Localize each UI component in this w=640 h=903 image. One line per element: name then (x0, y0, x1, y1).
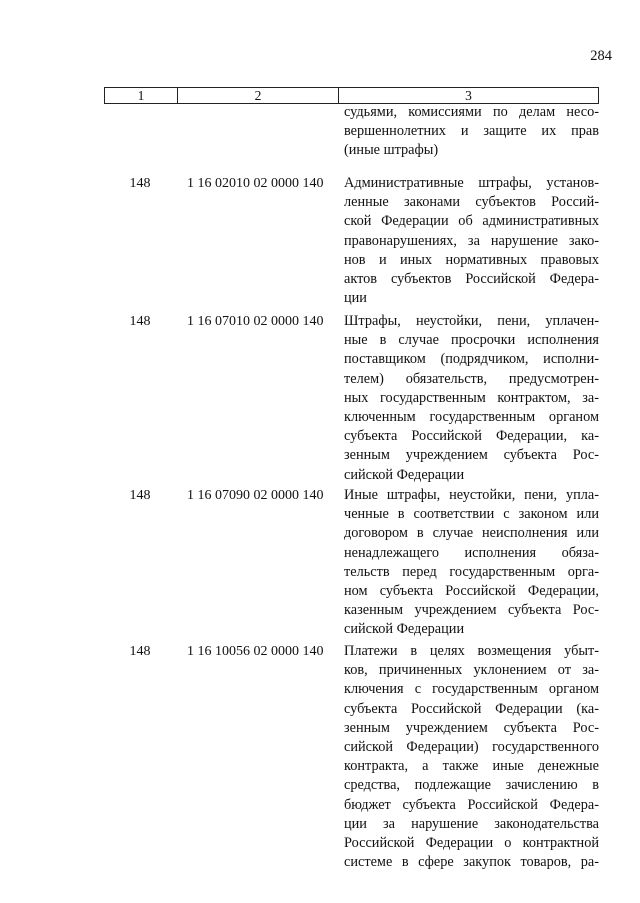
text-line: зенным учреждением субъекта Рос- (344, 447, 599, 464)
text-line: средства, подлежащие зачислению в (344, 777, 599, 794)
text-line: субъекта Российской Федерации (ка- (344, 700, 599, 717)
text-line: Российской Федерации о контрактной (344, 835, 599, 852)
admin-code: 148 (129, 488, 151, 503)
budget-classification-code: 1 16 02010 02 0000 140 (187, 176, 324, 191)
text-line: сийской Федерации (344, 621, 465, 638)
table-header (104, 87, 599, 104)
text-line: вершеннолетних и защите их прав (344, 123, 599, 140)
text-line: ключения с государственным органом (344, 681, 599, 698)
text-line: бюджет субъекта Российской Федера- (344, 796, 599, 813)
row-description (344, 642, 599, 872)
text-line: поставщиком (подрядчиком, исполни- (344, 351, 599, 368)
text-line: зенным учреждением субъекта Рос- (344, 719, 599, 736)
text-line: нов и иных нормативных правовых (344, 251, 599, 268)
text-line: ции за нарушение законодательства (344, 815, 599, 832)
budget-classification-code: 1 16 07090 02 0000 140 (187, 488, 324, 503)
admin-code: 148 (129, 314, 151, 329)
text-line: Платежи в целях возмещения убыт- (344, 643, 599, 659)
admin-code: 148 (129, 644, 151, 659)
header-col-2: 2 (178, 88, 339, 103)
row-description (344, 174, 599, 308)
text-line: (иные штрафы) (344, 142, 439, 159)
text-line: телем) обязательств, предусмотрен- (344, 370, 599, 387)
row-description (344, 486, 599, 640)
text-line: Штрафы, неустойки, пени, уплачен- (344, 313, 599, 329)
text-line: сийской Федерации (344, 466, 465, 483)
text-line: сийской Федерации) государственного (344, 739, 599, 756)
budget-classification-code: 1 16 10056 02 0000 140 (187, 644, 324, 659)
text-line: договором в случае неисполнения или (344, 525, 599, 542)
text-line: ключенным государственным органом (344, 409, 599, 426)
text-line: ные в случае просрочки исполнения (344, 332, 599, 349)
text-line: ков, причиненных уклонением от за- (344, 662, 599, 679)
text-line: казенным учреждением субъекта Рос- (344, 602, 599, 619)
text-line: актов субъектов Российской Федера- (344, 271, 599, 288)
row-description (344, 103, 599, 161)
text-line: ции (344, 290, 367, 307)
text-line: ченные в соответствии с законом или (344, 506, 599, 523)
text-line: судьями, комиссиями по делам несо- (344, 104, 599, 120)
text-line: ской Федерации об административных (344, 213, 599, 230)
text-line: Иные штрафы, неустойки, пени, упла- (344, 487, 599, 503)
budget-classification-code: 1 16 07010 02 0000 140 (187, 314, 324, 329)
text-line: тельств перед государственным орга- (344, 563, 599, 580)
text-line: ненадлежащего исполнения обяза- (344, 544, 599, 561)
text-line: системе в сфере закупок товаров, ра- (344, 854, 599, 871)
text-line: ленные законами субъектов Россий- (344, 194, 599, 211)
text-line: Административные штрафы, установ- (344, 175, 599, 191)
page-number: 284 (590, 48, 612, 64)
header-col-1: 1 (105, 88, 178, 103)
row-description (344, 312, 599, 485)
text-line: ном субъекта Российской Федерации, (344, 583, 599, 600)
admin-code: 148 (129, 176, 151, 191)
text-line: субъекта Российской Федерации, ка- (344, 428, 599, 445)
text-line: контракта, а также иные денежные (344, 758, 599, 775)
text-line: ных государственным контрактом, за- (344, 389, 599, 406)
header-col-3: 3 (465, 88, 472, 103)
text-line: правонарушениях, за нарушение зако- (344, 232, 599, 249)
